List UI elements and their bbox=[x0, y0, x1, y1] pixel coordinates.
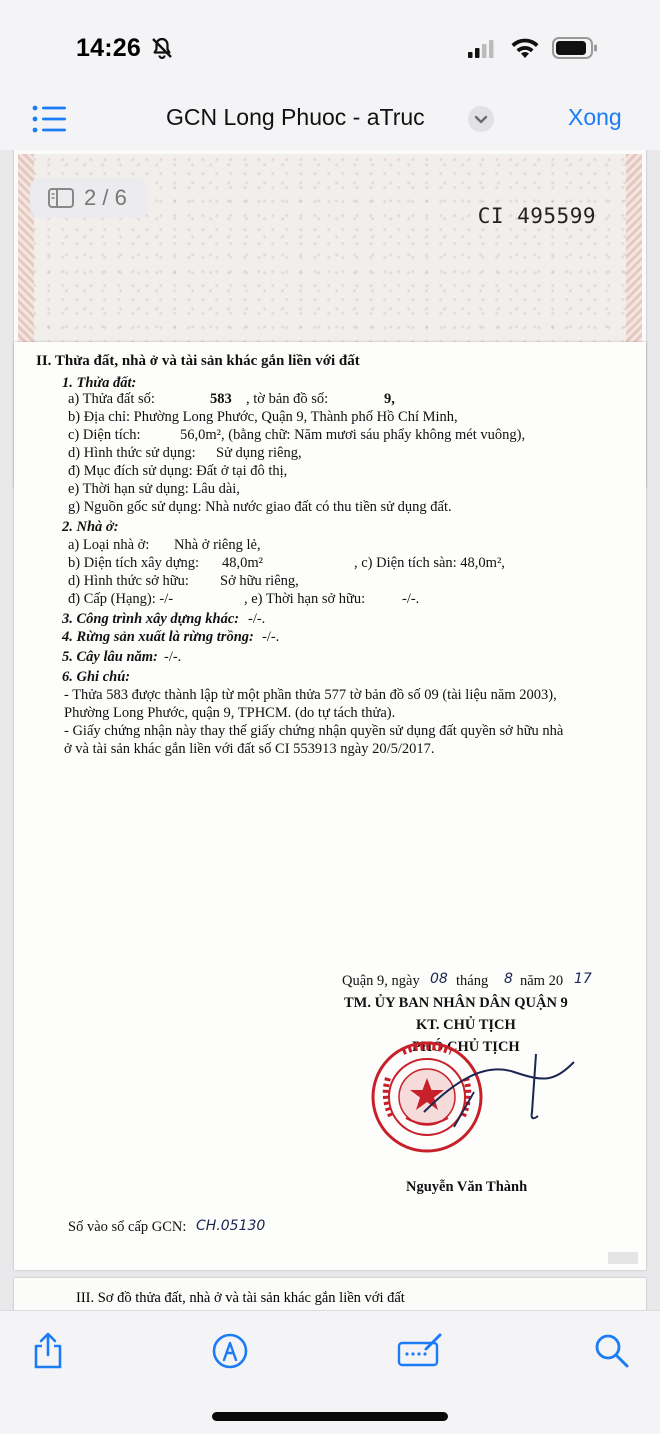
perennial-trees-label: 5. Cây lâu năm: bbox=[62, 649, 158, 665]
house-type-value: Nhà ở riêng lẻ, bbox=[174, 537, 261, 553]
date-day: 08 bbox=[430, 971, 448, 987]
land-purpose: đ) Mục đích sử dụng: Đất ở tại đô thị, bbox=[68, 463, 288, 479]
home-indicator[interactable] bbox=[212, 1412, 448, 1421]
status-time: 14:26 bbox=[76, 34, 141, 62]
house-ownership-value: Sở hữu riêng, bbox=[220, 573, 299, 589]
land-area-value: 56,0m², (bằng chữ: Năm mươi sáu phẩy không mét vuông), bbox=[180, 427, 526, 443]
house-term-label: , e) Thời hạn sở hữu: bbox=[244, 591, 366, 607]
parcel-number: 583 bbox=[210, 391, 232, 407]
title-menu-button[interactable] bbox=[468, 106, 494, 132]
other-structures-label: 3. Công trình xây dựng khác: bbox=[62, 611, 240, 627]
register-number: CH.05130 bbox=[196, 1218, 266, 1234]
section-title: II. Thửa đất, nhà ở và tài sản khác gắn liền với đất bbox=[36, 353, 360, 369]
land-heading: 1. Thửa đất: bbox=[62, 375, 137, 391]
note-2-line-2: ở và tài sản khác gắn liền với đất số CI 553913 ngày 20/5/2017. bbox=[64, 741, 435, 757]
production-forest-value: -/-. bbox=[262, 629, 280, 645]
perennial-trees-value: -/-. bbox=[164, 649, 182, 665]
certificate-page-content bbox=[14, 342, 646, 1270]
nav-bar bbox=[0, 96, 660, 150]
list-icon[interactable] bbox=[32, 104, 68, 134]
share-icon[interactable] bbox=[28, 1331, 68, 1371]
page-3 bbox=[14, 1278, 646, 1310]
page-counter bbox=[30, 178, 148, 218]
wifi-icon bbox=[510, 37, 540, 59]
land-origin: g) Nguồn gốc sử dụng: Nhà nước giao đất có thu tiền sử dụng đất. bbox=[68, 499, 452, 515]
house-ownership-label: d) Hình thức sở hữu: bbox=[68, 573, 189, 589]
signer-organization: TM. ỦY BAN NHÂN DÂN QUẬN 9 bbox=[344, 995, 568, 1011]
date-prefix: Quận 9, ngày bbox=[342, 973, 420, 989]
date-month: 8 bbox=[504, 971, 513, 987]
land-usage-form-label: d) Hình thức sử dụng: bbox=[68, 445, 196, 461]
page-3-section-title: III. Sơ đồ thửa đất, nhà ở và tài sản khác gắn liền với đất bbox=[76, 1290, 405, 1306]
house-grade: đ) Cấp (Hạng): -/- bbox=[68, 591, 174, 607]
date-year-label: năm 20 bbox=[520, 973, 564, 989]
keyboard-edit-icon[interactable] bbox=[396, 1331, 444, 1371]
date-month-label: tháng bbox=[456, 973, 489, 989]
land-usage-form-value: Sử dụng riêng, bbox=[216, 445, 302, 461]
note-1-line-2: Phường Long Phước, quận 9, TPHCM. (do tự tách thửa). bbox=[64, 705, 396, 721]
house-floor-area: , c) Diện tích sàn: 48,0m², bbox=[354, 555, 505, 571]
done-button[interactable]: Xong bbox=[568, 104, 622, 130]
sidebar-icon bbox=[48, 188, 74, 208]
land-a-label: a) Thửa đất số: bbox=[68, 391, 155, 407]
scanner-watermark bbox=[608, 1252, 638, 1264]
signer-name: Nguyễn Văn Thành bbox=[406, 1179, 528, 1195]
map-sheet-number: 9, bbox=[384, 391, 395, 407]
house-type-label: a) Loại nhà ở: bbox=[68, 537, 150, 553]
bell-slash-icon bbox=[150, 36, 174, 60]
page-counter-text: 2 / 6 bbox=[84, 185, 127, 210]
note-2-line-1: - Giấy chứng nhận này thay thế giấy chứng nhận quyền sử dụng đất quyền sở hữu nhà bbox=[64, 723, 564, 739]
house-term-value: -/-. bbox=[402, 591, 420, 607]
markup-icon[interactable] bbox=[210, 1331, 250, 1371]
page-2 bbox=[14, 342, 646, 1270]
handwritten-signature bbox=[414, 1042, 584, 1132]
land-address: b) Địa chỉ: Phường Long Phước, Quận 9, Thành phố Hồ Chí Minh, bbox=[68, 409, 458, 425]
house-footprint-value: 48,0m² bbox=[222, 555, 264, 571]
signer-title-2: PHÓ CHỦ TỊCH bbox=[412, 1039, 520, 1055]
note-1-line-1: - Thửa 583 được thành lập từ một phần thửa 577 tờ bản đồ số 09 (tài liệu năm 2003), bbox=[64, 687, 557, 703]
register-label: Số vào sổ cấp GCN: bbox=[68, 1219, 187, 1235]
document-viewer[interactable] bbox=[0, 150, 660, 1310]
status-bar bbox=[0, 0, 660, 96]
search-icon[interactable] bbox=[592, 1331, 632, 1371]
cellular-signal-icon bbox=[468, 40, 494, 58]
document-title[interactable]: GCN Long Phuoc - aTruc bbox=[166, 104, 425, 130]
chevron-down-icon bbox=[468, 106, 494, 132]
battery-icon bbox=[552, 37, 598, 59]
land-area-label: c) Diện tích: bbox=[68, 427, 141, 443]
house-footprint-label: b) Diện tích xây dựng: bbox=[68, 555, 200, 571]
signer-title-1: KT. CHỦ TỊCH bbox=[416, 1017, 516, 1033]
certificate-serial: CI 495599 bbox=[477, 204, 596, 228]
land-term: e) Thời hạn sử dụng: Lâu dài, bbox=[68, 481, 240, 497]
date-year: 17 bbox=[574, 971, 592, 987]
production-forest-label: 4. Rừng sản xuất là rừng trồng: bbox=[62, 629, 254, 645]
notes-heading: 6. Ghi chú: bbox=[62, 669, 131, 685]
other-structures-value: -/-. bbox=[248, 611, 266, 627]
map-sheet-label: , tờ bản đồ số: bbox=[246, 391, 329, 407]
house-heading: 2. Nhà ở: bbox=[62, 519, 119, 535]
